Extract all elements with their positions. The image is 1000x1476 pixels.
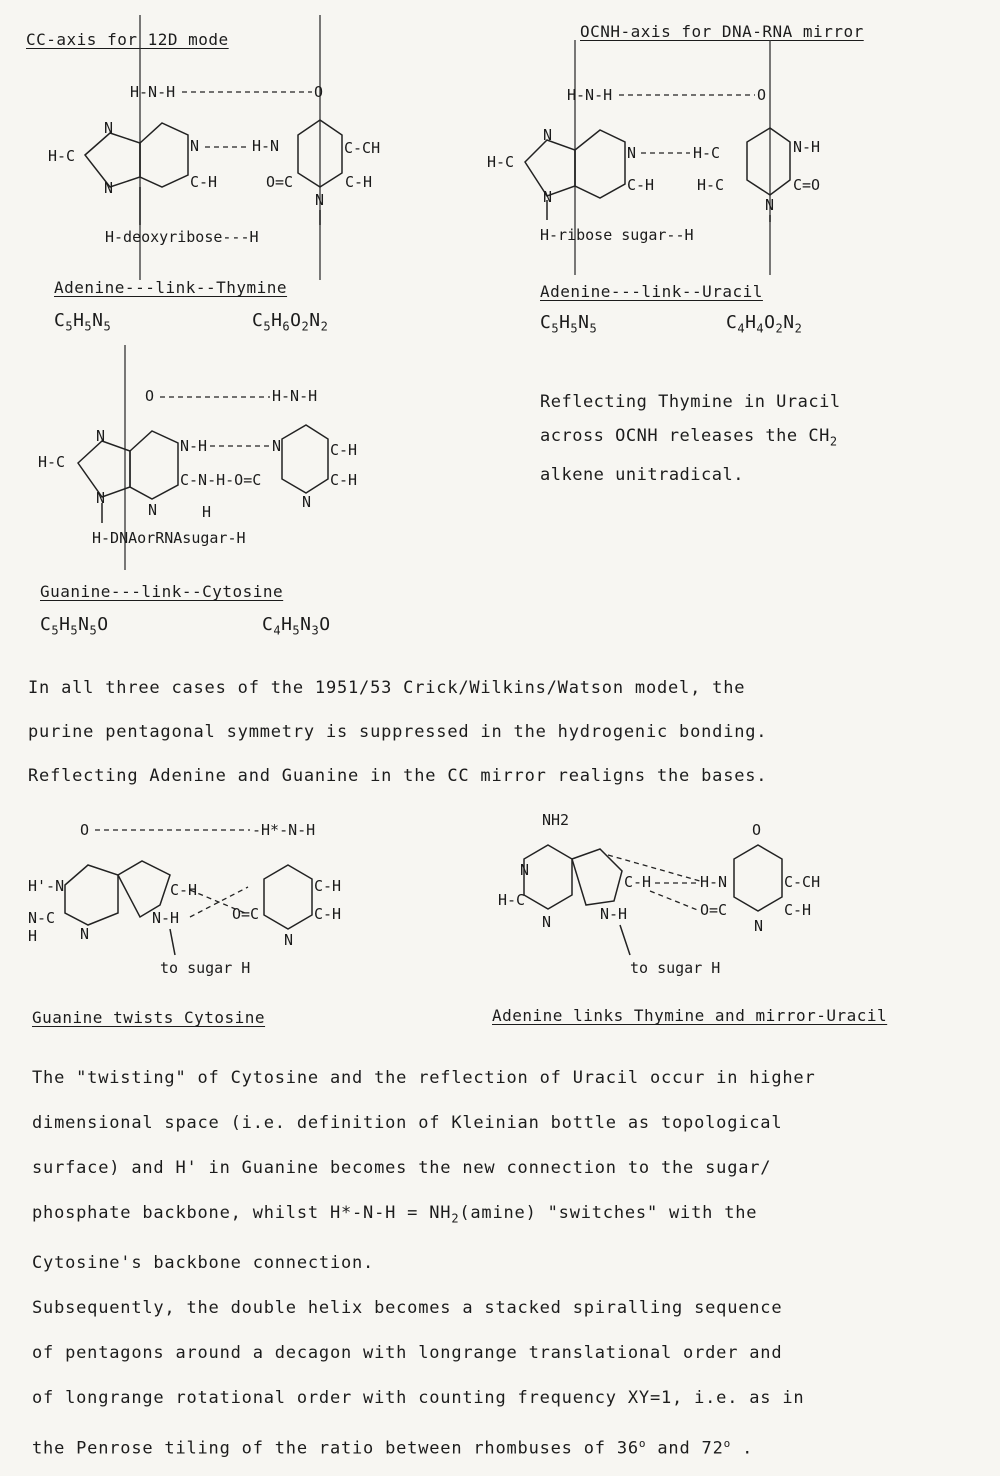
svg-text:H-N-H: H-N-H xyxy=(130,83,176,101)
to-sugar-label-2: to sugar H xyxy=(630,959,721,977)
svg-text:O: O xyxy=(145,387,155,405)
svg-text:C-H: C-H xyxy=(330,471,358,489)
adenine-uracil-structure xyxy=(485,40,865,280)
guanine-cytosine-caption: Guanine---link--Cytosine xyxy=(40,582,284,601)
svg-text:N: N xyxy=(543,188,553,206)
svg-text:C-CH: C-CH xyxy=(344,139,381,157)
svg-text:C-H: C-H xyxy=(314,877,342,895)
cc-axis-label: CC-axis for 12D mode xyxy=(26,30,229,49)
adenine-thymine-structure xyxy=(40,15,420,285)
svg-text:C-H: C-H xyxy=(190,173,218,191)
svg-text:N: N xyxy=(284,931,294,949)
svg-text:O=C: O=C xyxy=(700,901,728,919)
reflect-note: Reflecting Thymine in Uracil across OCNH releases the $CH_2$ alkene unitradical. xyxy=(540,392,841,486)
ocnh-axis-label: OCNH-axis for DNA-RNA mirror xyxy=(580,22,864,41)
svg-text:C-CH: C-CH xyxy=(784,873,821,891)
guanine-cytosine-structure xyxy=(30,345,390,575)
adenine-formula-1: $C_5H_5N_5$ xyxy=(54,310,112,334)
svg-text:O=C: O=C xyxy=(232,905,260,923)
svg-text:N-H: N-H xyxy=(600,905,628,923)
svg-text:H-C: H-C xyxy=(487,153,515,171)
svg-text:N-H: N-H xyxy=(180,437,208,455)
ribose-sugar-label: H-ribose sugar--H xyxy=(540,226,694,244)
svg-text:N: N xyxy=(148,501,158,519)
adenine-formula-2: $C_5H_5N_5$ xyxy=(540,312,598,336)
svg-text:N-H: N-H xyxy=(793,138,821,156)
svg-text:H'-N: H'-N xyxy=(28,877,65,895)
svg-text:N: N xyxy=(104,119,114,137)
svg-text:N: N xyxy=(765,196,775,214)
svg-text:H-N-H: H-N-H xyxy=(567,86,613,104)
guanine-twists-cytosine-caption: Guanine twists Cytosine xyxy=(32,1008,266,1027)
svg-text:H-N: H-N xyxy=(252,137,280,155)
svg-text:H: H xyxy=(28,927,38,945)
svg-text:H-C: H-C xyxy=(697,176,725,194)
uracil-formula: $C_4H_4O_2N_2$ xyxy=(726,312,803,336)
svg-text:N-C: N-C xyxy=(28,909,56,927)
svg-text:N: N xyxy=(80,925,90,943)
svg-text:O: O xyxy=(80,821,90,839)
svg-text:H-C: H-C xyxy=(693,144,721,162)
svg-text:N: N xyxy=(272,437,282,455)
svg-text:N: N xyxy=(543,126,553,144)
svg-text:O: O xyxy=(314,83,324,101)
thymine-formula: $C_5H_6O_2N_2$ xyxy=(252,310,329,334)
svg-text:H-C: H-C xyxy=(498,891,526,909)
svg-text:H-C: H-C xyxy=(48,147,76,165)
to-sugar-label-1: to sugar H xyxy=(160,959,251,977)
svg-text:O: O xyxy=(752,821,762,839)
svg-text:N: N xyxy=(302,493,312,511)
guanine-formula: $C_5H_5N_5O$ xyxy=(40,614,109,638)
adenine-thymine-caption: Adenine---link--Thymine xyxy=(54,278,288,297)
svg-text:N: N xyxy=(315,191,325,209)
svg-text:C-H: C-H xyxy=(624,873,652,891)
svg-text:H-C: H-C xyxy=(38,453,66,471)
svg-text:N-H: N-H xyxy=(152,909,180,927)
svg-text:C=O: C=O xyxy=(793,176,821,194)
dna-rna-sugar-label: H-DNAorRNAsugar-H xyxy=(92,529,246,547)
adenine-links-thymine-caption: Adenine links Thymine and mirror-Uracil xyxy=(492,1006,888,1025)
svg-text:N: N xyxy=(754,917,764,935)
svg-text:N: N xyxy=(627,144,637,162)
deoxyribose-label: H-deoxyribose---H xyxy=(105,228,259,246)
paragraph-2: The "twisting" of Cytosine and the reflection of Uracil occur in higher dimensional space (i.e. definition of Kleinian bottle as topological surface) and H' in Guanine becomes the new connection to the sugar/ phosphate backbone, whilst $H*-N-H = NH_2(amine)$ "switches" with the Cytosine's backbone connection. Subsequently, the double helix becomes a stacked spiralling sequence of pentagons around a decagon with longrange translational order and of longrange rotational order with counting frequency XY=1, i.e. as in the Penrose tiling of the ratio between rhombuses of 36$^o$ and 72$^o$ . xyxy=(32,1068,816,1460)
adenine-links-thymine-structure xyxy=(490,805,890,985)
svg-text:NH2: NH2 xyxy=(542,811,570,829)
svg-text:C-H: C-H xyxy=(784,901,812,919)
svg-text:N: N xyxy=(96,427,106,445)
svg-text:O=C: O=C xyxy=(266,173,294,191)
adenine-uracil-caption: Adenine---link--Uracil xyxy=(540,282,763,301)
svg-text:C-H: C-H xyxy=(345,173,373,191)
svg-text:O: O xyxy=(757,86,767,104)
svg-text:C-H: C-H xyxy=(170,881,198,899)
svg-text:H: H xyxy=(202,503,212,521)
paragraph-1: In all three cases of the 1951/53 Crick/Wilkins/Watson model, the purine pentagonal symmetry is suppressed in the hydrogenic bonding. Reflecting Adenine and Guanine in the CC mirror realigns the bases. xyxy=(28,678,768,786)
svg-text:N: N xyxy=(96,489,106,507)
svg-text:H-N: H-N xyxy=(700,873,728,891)
svg-text:N: N xyxy=(190,137,200,155)
svg-text:C-H: C-H xyxy=(330,441,358,459)
svg-text:H-N-H: H-N-H xyxy=(272,387,318,405)
svg-text:C-N-H-O=C: C-N-H-O=C xyxy=(180,471,262,489)
svg-text:-H*-N-H: -H*-N-H xyxy=(252,821,316,839)
svg-text:C-H: C-H xyxy=(627,176,655,194)
svg-text:C-H: C-H xyxy=(314,905,342,923)
svg-text:N: N xyxy=(542,913,552,931)
svg-text:N: N xyxy=(520,861,530,879)
guanine-twists-cytosine-structure xyxy=(20,805,400,985)
svg-text:N: N xyxy=(104,179,114,197)
cytosine-formula: $C_4H_5N_3O$ xyxy=(262,614,331,638)
